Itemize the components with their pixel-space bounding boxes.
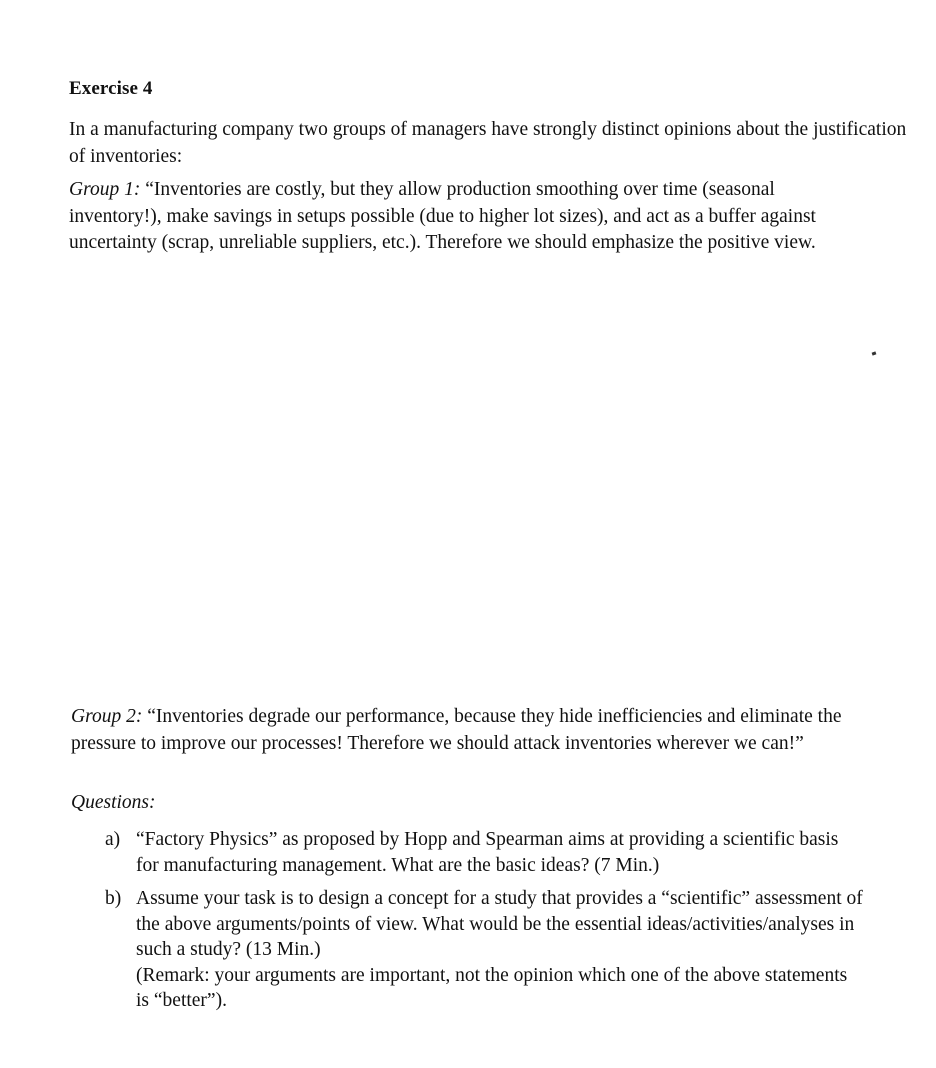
question-item: [105, 827, 865, 878]
group-2-text: “Inventories degrade our performance, because they hide inefficiencies and eliminate the pressure to improve our processes! Therefore we should attack inventories wherever we can!”: [71, 706, 842, 754]
question-remark: (Remark: your arguments are important, not the opinion which one of the above statements is “better”).: [136, 964, 848, 1011]
exercise-intro: In a manufacturing company two groups of managers have strongly distinct opinions about the justification of inventories:: [69, 119, 907, 167]
group-2-label: Group 2:: [71, 706, 143, 727]
questions-heading: Questions:: [71, 792, 156, 813]
group-1-text: “Inventories are costly, but they allow production smoothing over time (seasonal inventory!), make savings in setups possible (due to higher lot sizes), and act as a buffer against uncertainty (scrap, unreliable suppliers, etc.). Therefore we should emphasize the positive view.: [69, 179, 816, 253]
question-text: Assume your task is to design a concept for a study that provides a “scientific” assessment of the above arguments/points of view. What would be the essential ideas/activities/analyses in such a study? (13 Min.): [136, 888, 863, 960]
group-1-label: Group 1:: [69, 179, 141, 200]
question-marker: a): [105, 829, 121, 850]
group-1-statement: [69, 177, 869, 257]
stray-mark: [872, 351, 877, 355]
questions-list: [105, 827, 865, 1022]
exercise-title: Exercise 4: [69, 78, 153, 99]
question-item: [105, 886, 865, 1014]
question-text: “Factory Physics” as proposed by Hopp and Spearman aims at providing a scientific basis for manufacturing management. What are the basic ideas? (7 Min.): [136, 829, 839, 876]
question-marker: b): [105, 888, 122, 909]
group-2-statement: [71, 704, 871, 757]
